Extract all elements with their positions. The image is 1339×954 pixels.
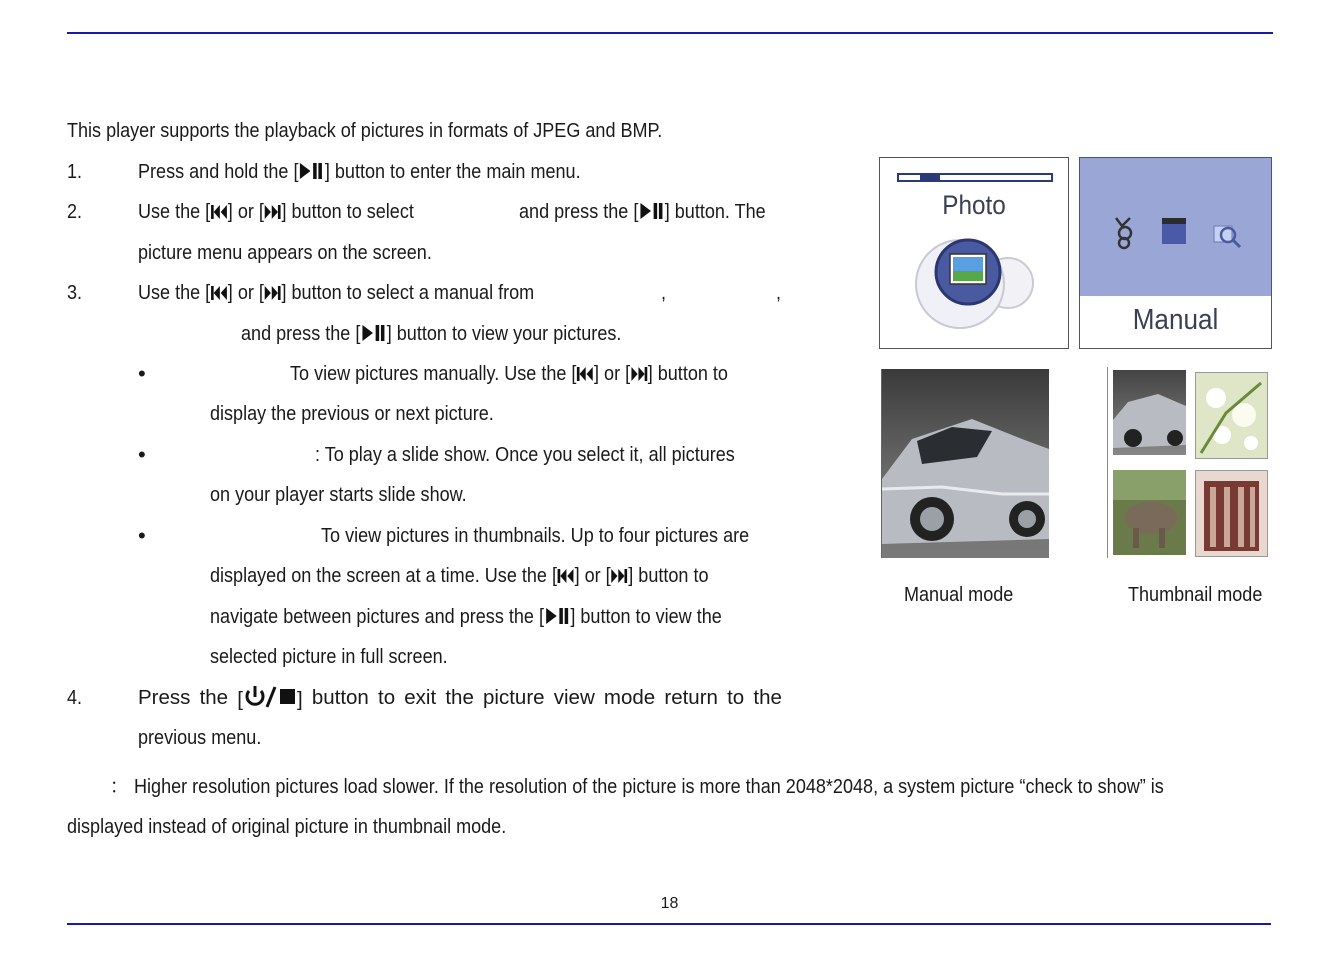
step-3-text-a: Use the [ ] or [ ] button to select a manual from [138,281,534,307]
step-1-number: 1. [67,160,83,183]
previous-track-icon [210,202,228,226]
play-pause-icon [638,202,664,226]
step-4-number: 4. [67,686,83,709]
bottom-rule [67,923,1271,925]
intro-text: This player supports the playback of pictures in formats of JPEG and BMP. [67,119,663,142]
bullet-manual-text: To view pictures manually. Use the [ ] or [ ] button to [290,362,728,388]
bullet-dot: • [138,523,146,548]
bullet-thumb-text: To view pictures in thumbnails. Up to four pictures are [321,524,750,547]
bullet-dot: • [138,442,146,467]
caption-thumbnail-mode: Thumbnail mode [1128,583,1263,606]
play-pause-icon [360,324,386,348]
step-3-comma-1: , [661,281,667,304]
car-picture [882,369,1049,558]
previous-track-icon [210,283,228,307]
note-line1: Higher resolution pictures load slower. If the resolution of the picture is more than 2048*2048, a system picture “check to show” is [134,775,1164,798]
next-track-icon [630,364,648,388]
step-3-number: 3. [67,281,83,304]
page-number: 18 [660,895,679,912]
bullet-dot: • [138,361,146,386]
mode-icons-graphic [1080,158,1271,296]
manual-menu-label: Manual [1132,304,1219,336]
next-track-icon [264,283,282,307]
bullet-manual-line2: display the previous or next picture. [210,402,494,425]
thumbnail-elephant [1113,470,1186,555]
photo-menu-screen [879,157,1069,349]
previous-track-icon [576,364,594,388]
step-3-comma-2: , [776,281,782,304]
bullet-slide-line2: on your player starts slide show. [210,483,467,506]
step-2-text-a: Use the [ ] or [ ] button to select [138,200,414,226]
photo-menu-label: Photo [942,190,1006,220]
note-marker: ： [110,775,129,798]
note-line2: displayed instead of original picture in thumbnail mode. [67,815,507,838]
power-stop-icon [243,686,297,714]
thumbnail-car [1113,370,1186,455]
step-3-text-b: and press the [ ] button to view your pictures. [241,322,621,348]
thumbnail-temple [1195,470,1268,557]
play-pause-icon [544,607,570,631]
thumbnail-flowers [1195,372,1268,459]
magnifier-icon [1214,226,1240,247]
slideshow-icon [1116,218,1131,248]
step-4-text: Press the [ ] button to exit the picture view mode return to the [138,686,782,714]
thumbnail-mode-picture [1107,367,1271,558]
next-track-icon [264,202,282,226]
bullet-thumb-line2: displayed on the screen at a time. Use the [ ] or [ ] button to [210,564,709,590]
play-pause-icon [298,162,324,186]
step-2-text-b: and press the [ ] button. The [519,200,766,226]
manual-menu-screen [1079,157,1272,349]
step-2-number: 2. [67,200,83,223]
bullet-thumb-line4: selected picture in full screen. [210,645,448,668]
manual-mode-picture [881,369,1049,558]
next-track-icon [611,566,629,590]
caption-manual-mode: Manual mode [904,583,1014,606]
top-rule [67,32,1273,34]
film-icon [1162,218,1186,244]
bullet-thumb-line3: navigate between pictures and press the [ ] button to view the [210,605,722,631]
step-2-text-c: picture menu appears on the screen. [138,241,432,264]
step-4-line2: previous menu. [138,726,262,749]
bullet-slide-text: : To play a slide show. Once you select it, all pictures [315,443,735,466]
photo-menu-graphic [880,158,1068,348]
step-1-text: Press and hold the [ ] button to enter the main menu. [138,160,581,186]
previous-track-icon [557,566,575,590]
